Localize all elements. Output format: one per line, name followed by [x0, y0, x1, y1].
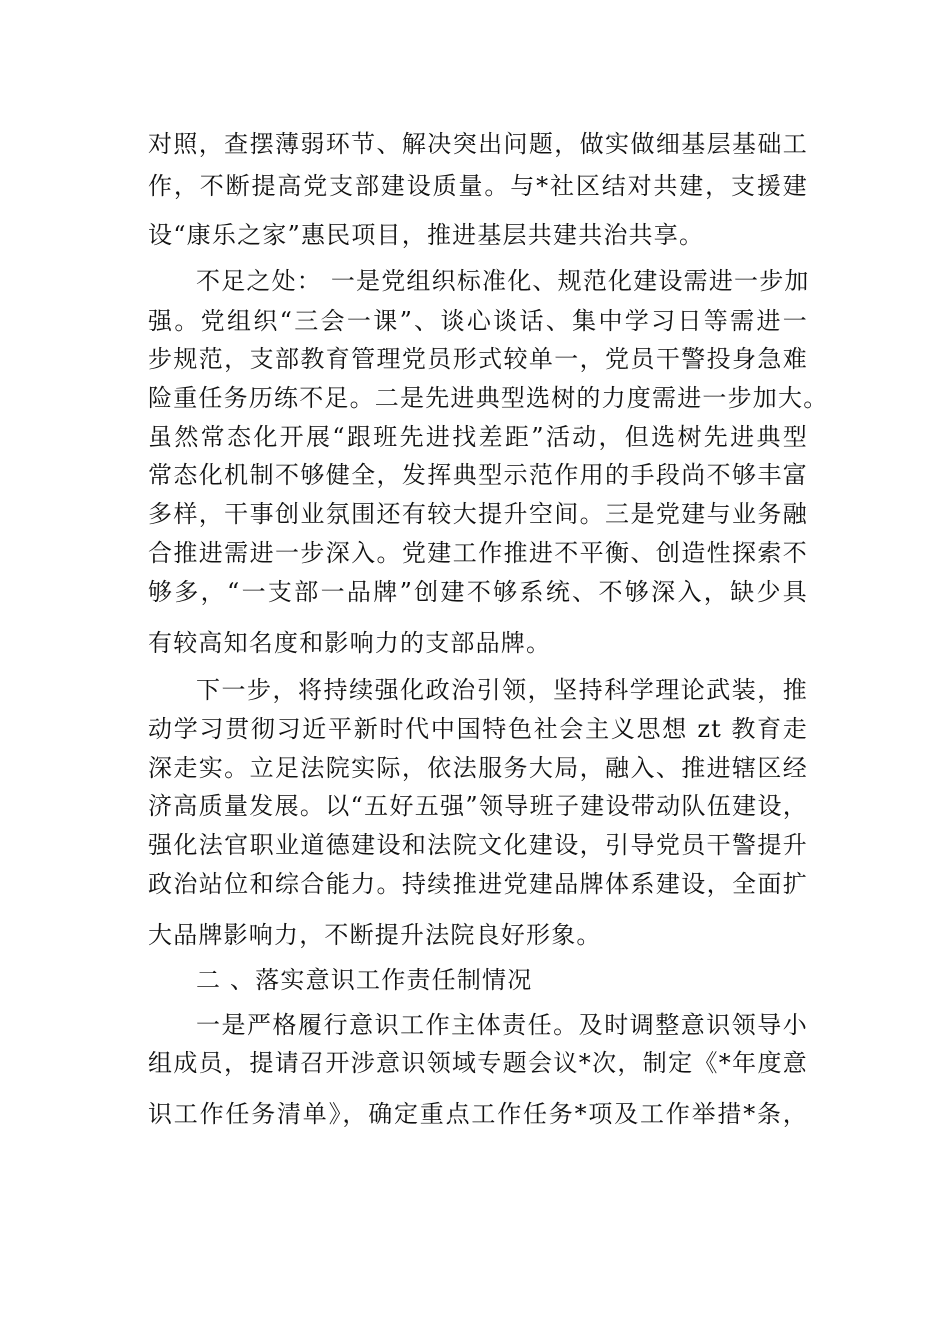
text-line: 有较高知名度和影响力的支部品牌。 — [148, 629, 552, 657]
text-line: 多样，干事创业氛围还有较大提升空间。三是党建与业务融 — [148, 500, 808, 528]
text-line: 识工作任务清单》，确定重点工作任务*项及工作举措*条， — [148, 1100, 808, 1128]
text-line: 虽然常态化开展“跟班先进找差距”活动，但选树先进典型 — [148, 423, 808, 451]
text-line: 合推进需进一步深入。党建工作推进不平衡、创造性探索不 — [148, 539, 808, 567]
text-line: 政治站位和综合能力。持续推进党建品牌体系建设，全面扩 — [148, 870, 808, 898]
text-line: 设“康乐之家”惠民项目，推进基层共建共治共享。 — [148, 221, 705, 249]
section-heading: 二 、落实意识工作责任制情况 — [196, 966, 533, 994]
text-line: 作，不断提高党支部建设质量。与*社区结对共建，支援建 — [148, 172, 808, 200]
text-line: 下一步，将持续强化政治引领，坚持科学理论武装，推 — [196, 676, 808, 704]
text-line: 步规范，支部教育管理党员形式较单一，党员干警投身急难 — [148, 345, 808, 373]
text-line: 深走实。立足法院实际，依法服务大局，融入、推进辖区经 — [148, 754, 808, 782]
text-line: 险重任务历练不足。二是先进典型选树的力度需进一步加大。 — [148, 384, 829, 412]
text-line: 一是严格履行意识工作主体责任。及时调整意识领导小 — [196, 1011, 808, 1039]
text-line: 济高质量发展。以“五好五强”领导班子建设带动队伍建设， — [148, 792, 808, 820]
text-line: 够多，“一支部一品牌”创建不够系统、不够深入，缺少具 — [148, 578, 808, 606]
text-line: 强。党组织“三会一课”、谈心谈话、集中学习日等需进一 — [148, 307, 808, 335]
text-line: 大品牌影响力，不断提升法院良好形象。 — [148, 921, 602, 949]
text-line: 不足之处： 一是党组织标准化、规范化建设需进一步加 — [196, 267, 810, 295]
text-line: 强化法官职业道德建设和法院文化建设，引导党员干警提升 — [148, 831, 808, 859]
text-line: 组成员，提请召开涉意识领域专题会议*次，制定《*年度意 — [148, 1049, 808, 1077]
text-line: 常态化机制不够健全，发挥典型示范作用的手段尚不够丰富 — [148, 461, 808, 489]
text-line: 对照，查摆薄弱环节、解决突出问题，做实做细基层基础工 — [148, 130, 808, 158]
text-line: 动学习贯彻习近平新时代中国特色社会主义思想 zt 教育走 — [148, 715, 808, 743]
